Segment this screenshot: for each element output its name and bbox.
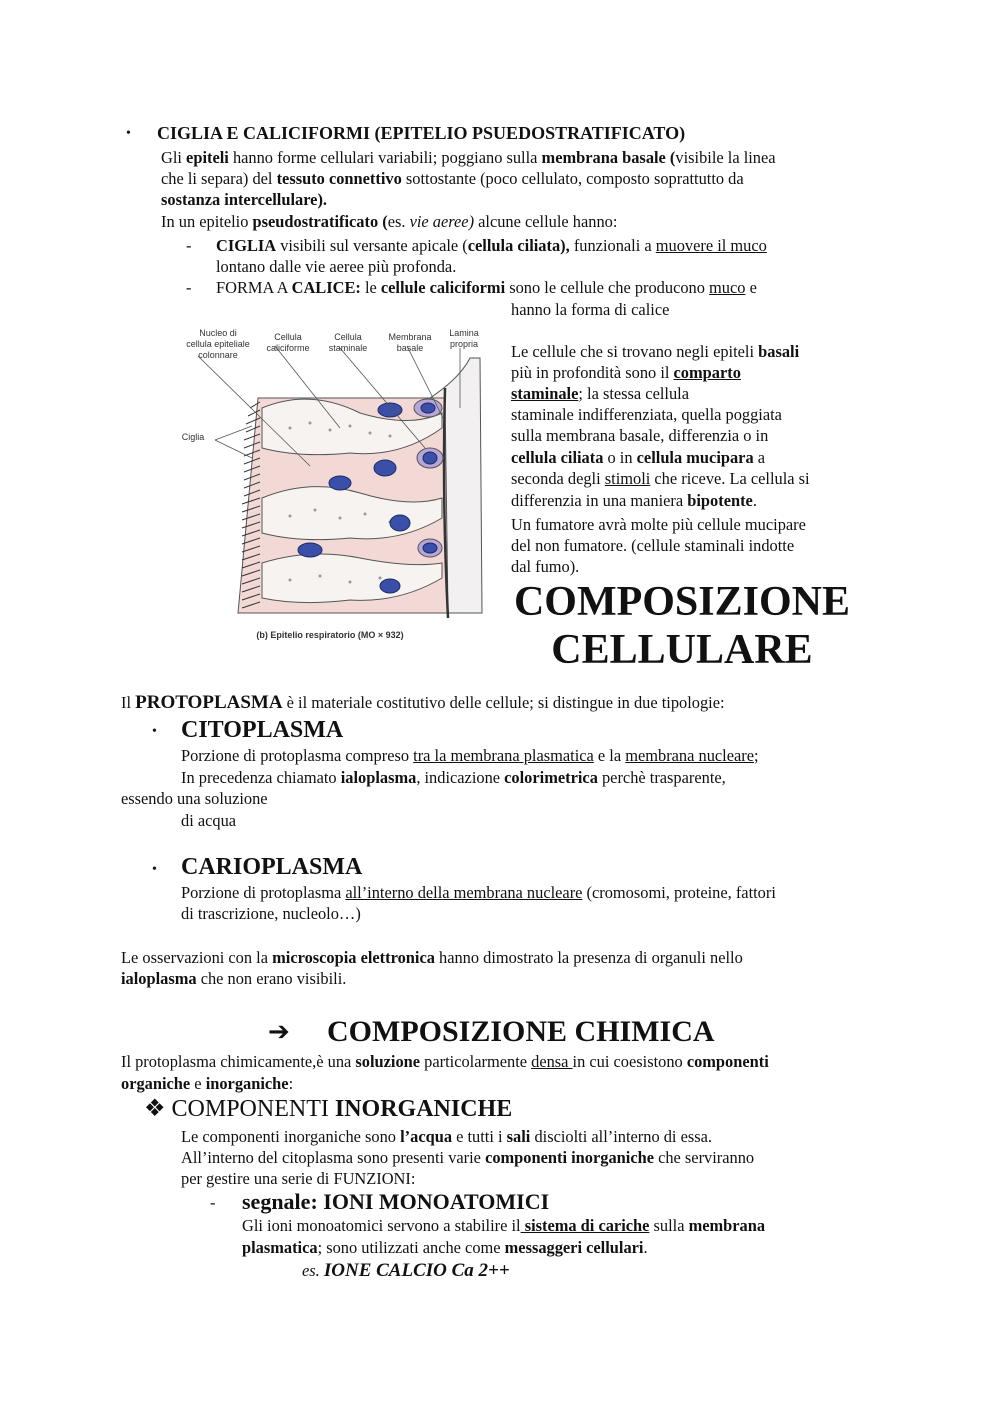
list-dash: - [186,236,192,255]
paragraph-line: Gli ioni monoatomici servono a stabilire il sistema di cariche sulla membrana [242,1216,766,1235]
side-text: seconda degli stimoli che riceve. La cellula si [511,469,810,488]
paragraph-line: In un epitelio pseudostratificato (es. vie aeree) alcune cellule hanno: [161,212,618,231]
list-item: CIGLIA visibili sul versante apicale (cellula ciliata), funzionali a muovere il muco [216,236,767,255]
side-text: Le cellule che si trovano negli epiteli basali [511,342,800,361]
side-text: dal fumo). [511,557,580,576]
list-item: hanno la forma di calice [511,300,670,319]
paragraph-line: che li separa) del tessuto connettivo sottostante (poco cellulato, composto soprattutto da [161,169,744,188]
big-title: COMPOSIZIONE [513,579,851,625]
paragraph-line: essendo una soluzione [121,789,268,808]
figure-label-caliciforme: Cellula caliciforme [266,332,310,353]
figure-caption: (b) Epitelio respiratorio (MO × 932) [256,630,404,640]
section-heading: CIGLIA E CALICIFORMI (EPITELIO PSUEDOSTRATIFICATO) [157,123,686,143]
paragraph-line: Porzione di protoplasma compreso tra la membrana plasmatica e la membrana nucleare; [181,746,759,765]
section-heading: CARIOPLASMA [181,854,363,880]
side-text: staminale indifferenziata, quella poggiata [511,405,782,424]
subsection-heading: ❖ COMPONENTI INORGANICHE [144,1096,513,1122]
example-line: es. IONE CALCIO Ca 2++ [302,1260,510,1281]
paragraph-line: di trascrizione, nucleolo…) [181,904,361,923]
paragraph-line: Le osservazioni con la microscopia elettronica hanno dimostrato la presenza di organuli nello [121,948,743,967]
side-text: cellula ciliata o in cellula mucipara a [511,448,766,467]
list-item: FORMA A CALICE: le cellule caliciformi sono le cellule che producono muco e [216,278,757,297]
big-title: CELLULARE [551,627,813,673]
list-dash: - [210,1193,216,1212]
paragraph-line: Il protoplasma chimicamente,è una soluzione particolarmente densa in cui coesistono componenti [121,1052,769,1071]
paragraph-line: All’interno del citoplasma sono presenti varie componenti inorganiche che serviranno [181,1148,755,1167]
paragraph-line: Gli epiteli hanno forme cellulari variabili; poggiano sulla membrana basale (visibile la linea [161,148,776,167]
paragraph-line: di acqua [181,811,237,830]
paragraph-line: plasmatica; sono utilizzati anche come messaggeri cellulari. [242,1238,648,1257]
paragraph-line: Il PROTOPLASMA è il materiale costitutivo delle cellule; si distingue in due tipologie: [121,692,725,713]
list-heading: segnale: IONI MONOATOMICI [242,1189,550,1214]
bullet: • [126,126,131,141]
paragraph-line: sostanza intercellulare). [161,190,328,209]
section-heading: COMPOSIZIONE CHIMICA [327,1015,715,1048]
list-item: lontano dalle vie aeree più profonda. [216,257,457,276]
figure-label-lamina: Lamina propria [449,328,479,349]
paragraph-line: Porzione di protoplasma all’interno della membrana nucleare (cromosomi, proteine, fattori [181,883,776,902]
figure-label-nucleo: Nucleo di cellula epiteliale colonnare [186,328,250,360]
paragraph-line: In precedenza chiamato ialoplasma, indicazione colorimetrica perchè trasparente, [181,768,726,787]
figure-label-ciglia: Ciglia [181,432,205,442]
paragraph-line: organiche e inorganiche: [121,1074,294,1093]
side-text: staminale; la stessa cellula [511,384,689,403]
bullet: • [152,862,157,877]
figure-label-staminale: Cellula staminale [328,332,368,353]
side-text: differenzia in una maniera bipotente. [511,491,757,510]
paragraph-line: Le componenti inorganiche sono l’acqua e tutti i sali disciolti all’interno di essa. [181,1127,712,1146]
paragraph-line: per gestire una serie di FUNZIONI: [181,1169,416,1188]
side-text: sulla membrana basale, differenzia o in [511,426,769,445]
arrow-icon: ➔ [268,1017,290,1047]
side-text: Un fumatore avrà molte più cellule mucipare [511,515,806,534]
epithelium-illustration [160,318,500,648]
figure-label-membrana: Membrana basale [388,332,432,353]
section-heading: CITOPLASMA [181,717,344,743]
side-text: più in profondità sono il comparto [511,363,741,382]
side-text: del non fumatore. (cellule staminali indotte [511,536,795,555]
paragraph-line: ialoplasma che non erano visibili. [121,969,347,988]
list-dash: - [186,278,192,297]
epithelium-figure [160,318,500,648]
diamond-bullet-icon: ❖ [144,1096,166,1122]
bullet: • [152,724,157,739]
